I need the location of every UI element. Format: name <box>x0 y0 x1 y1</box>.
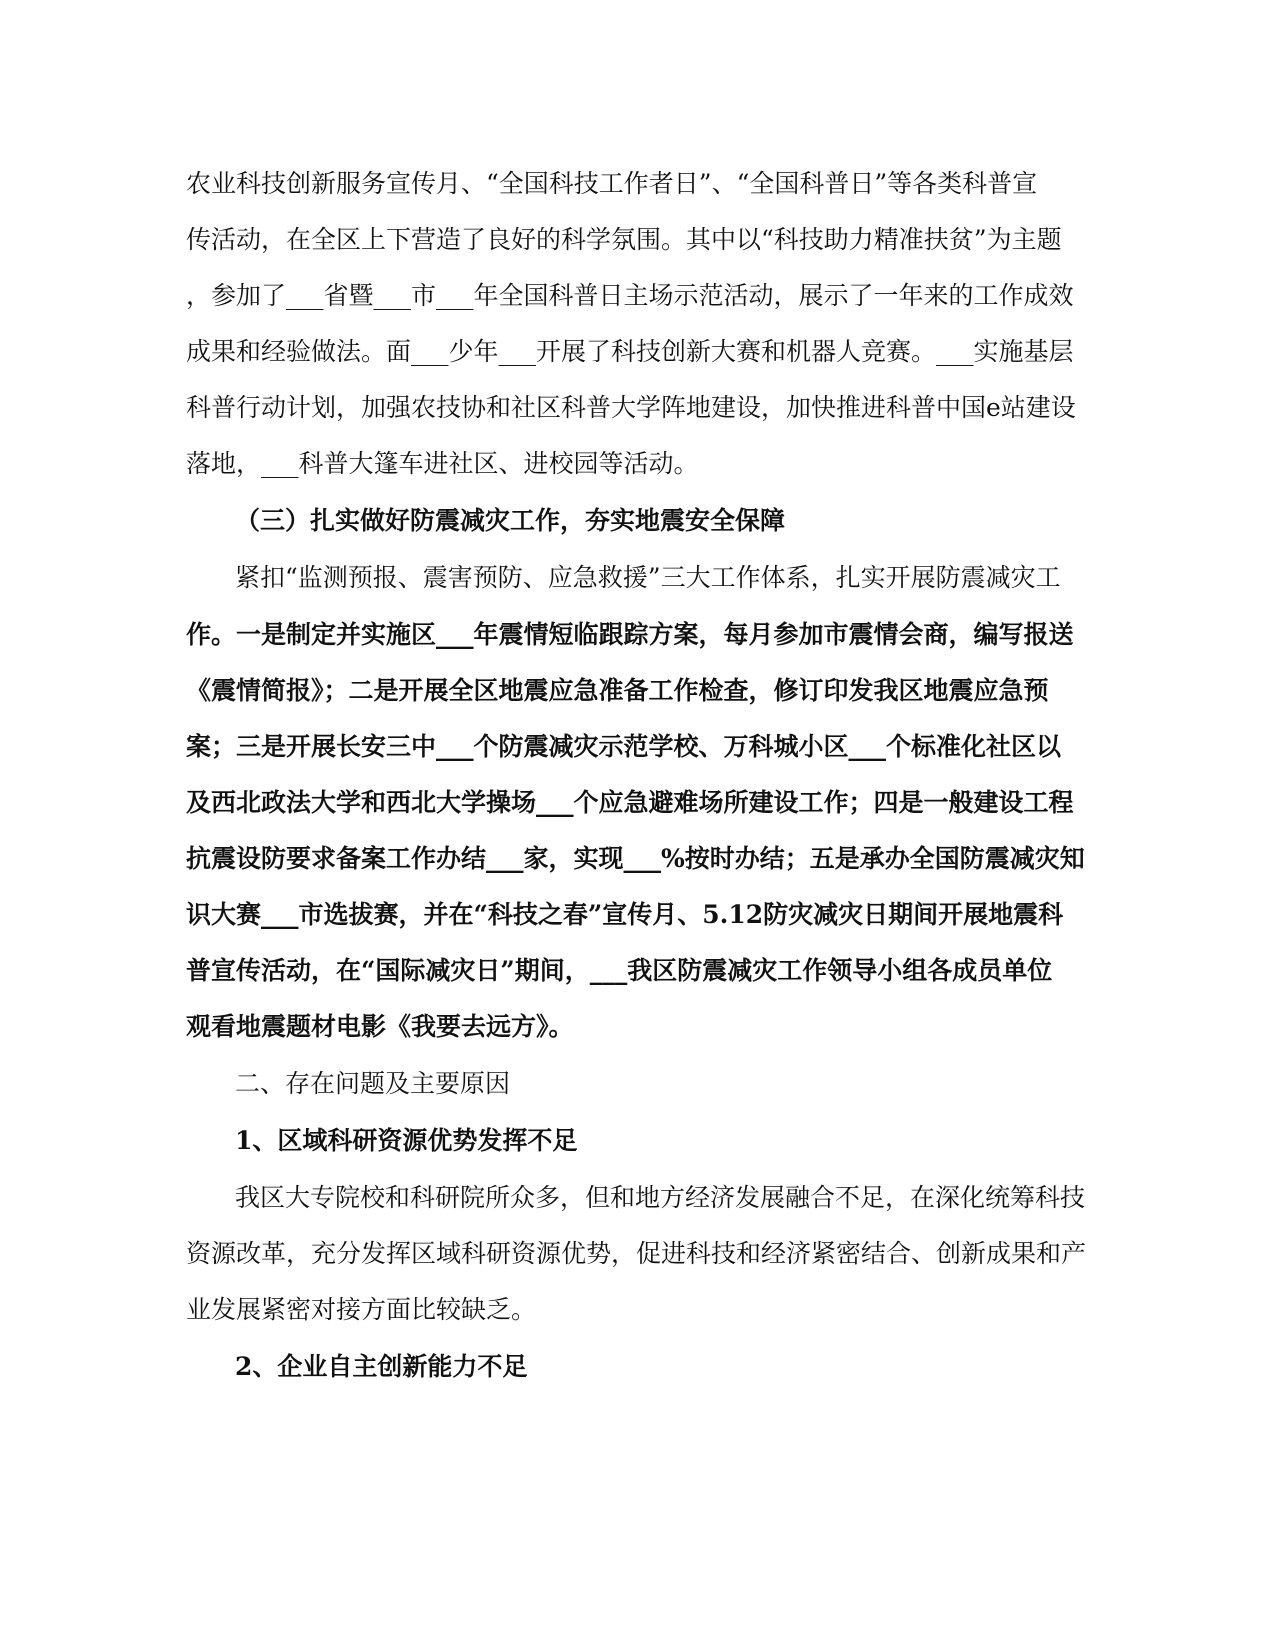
paragraph-line: 传活动，在全区上下营造了良好的科学氛围。其中以“科技助力精准扶贫”为主题 <box>186 225 1062 254</box>
subsection-heading: 1、区域科研资源优势发挥不足 <box>235 1126 578 1155</box>
paragraph-line: 业发展紧密对接方面比较缺乏。 <box>186 1295 537 1324</box>
paragraph-line: 资源改革，充分发挥区域科研资源优势，促进科技和经济紧密结合、创新成果和产 <box>186 1239 1087 1268</box>
paragraph-line: 农业科技创新服务宣传月、“全国科技工作者日”、“全国科普日”等各类科普宣 <box>186 169 1038 198</box>
paragraph-line: 紧扣“监测预报、震害预防、应急救援”三大工作体系，扎实开展防震减灾工 <box>235 563 1061 592</box>
section-heading: （三）扎实做好防震减灾工作，夯实地震安全保障 <box>235 506 786 535</box>
paragraph-line: 落地，___科普大篷车进社区、进校园等活动。 <box>186 449 699 478</box>
paragraph-line: 作。一是制定并实施区___年震情短临跟踪方案，每月参加市震情会商，编写报送 <box>186 620 1074 649</box>
paragraph-line: ，参加了___省暨___市___年全国科普日主场示范活动，展示了一年来的工作成效 <box>186 281 1074 310</box>
paragraph-line: 及西北政法大学和西北大学操场___个应急避难场所建设工作；四是一般建设工程 <box>186 788 1074 817</box>
subsection-heading: 2、企业自主创新能力不足 <box>235 1352 528 1381</box>
paragraph-line: 成果和经验做法。面___少年___开展了科技创新大赛和机器人竞赛。___实施基层 <box>186 337 1074 366</box>
chapter-heading: 二、存在问题及主要原因 <box>235 1069 511 1098</box>
paragraph-line: 案；三是开展长安三中___个防震减灾示范学校、万科城小区___个标准化社区以 <box>186 732 1062 761</box>
paragraph-line: 《震情简报》；二是开展全区地震应急准备工作检查，修订印发我区地震应急预 <box>186 676 1049 705</box>
paragraph-line: 抗震设防要求备案工作办结___家，实现___%按时办结；五是承办全国防震减灾知 <box>186 844 1085 873</box>
paragraph-line: 观看地震题材电影《我要去远方》。 <box>186 1012 574 1041</box>
paragraph-line: 科普行动计划，加强农技协和社区科普大学阵地建设，加快推进科普中国e站建设 <box>186 393 1076 422</box>
paragraph-line: 普宣传活动，在“国际减灾日”期间，___我区防震减灾工作领导小组各成员单位 <box>186 956 1053 985</box>
paragraph-line: 识大赛___市选拔赛，并在“科技之春”宣传月、5.12防灾减灾日期间开展地震科 <box>186 900 1064 929</box>
paragraph-line: 我区大专院校和科研院所众多，但和地方经济发展融合不足，在深化统筹科技 <box>235 1183 1086 1212</box>
